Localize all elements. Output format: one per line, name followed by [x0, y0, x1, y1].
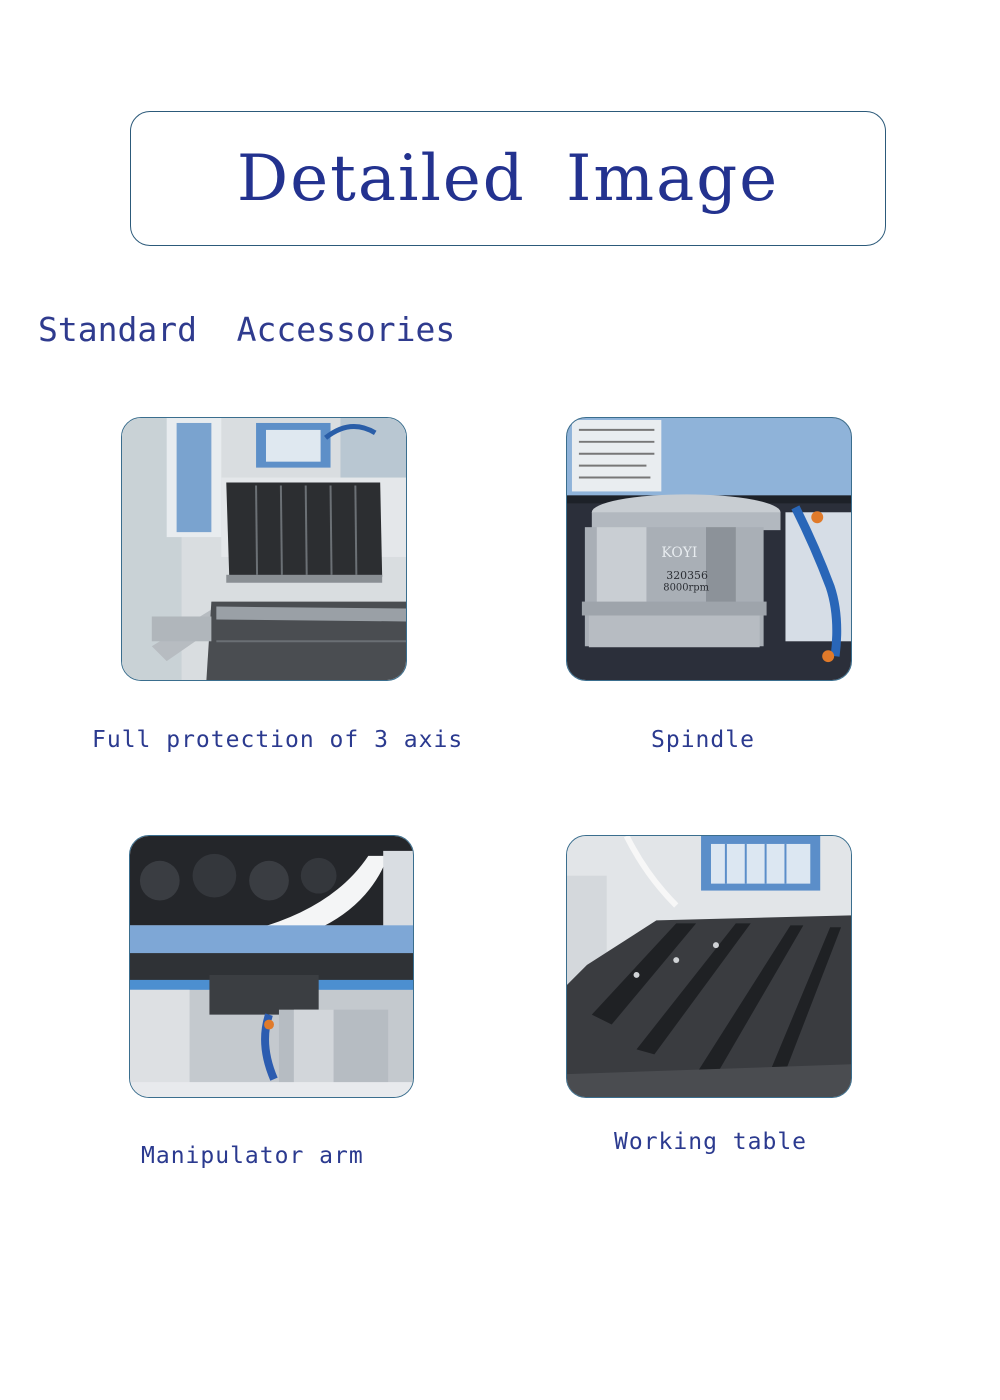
title-box — [130, 111, 886, 246]
machine-enclosure-photo — [121, 417, 407, 681]
caption-full-protection: Full protection of 3 axis — [92, 727, 464, 753]
manipulator-arm-photo — [129, 835, 414, 1098]
spindle-illustration — [567, 418, 851, 680]
manipulator-arm-illustration — [130, 836, 413, 1097]
caption-manipulator-arm: Manipulator arm — [141, 1143, 364, 1169]
page-title: Detailed Image — [236, 141, 780, 216]
spindle-serial-text: 320356 — [666, 568, 708, 582]
caption-working-table: Working table — [614, 1129, 808, 1155]
spindle-photo — [566, 417, 852, 681]
enclosure-illustration — [122, 418, 406, 680]
caption-spindle: Spindle — [651, 727, 755, 753]
working-table-photo — [566, 835, 852, 1098]
spindle-speed-text: 8000rpm — [663, 582, 710, 594]
spindle-brand-text: KOYI — [661, 544, 698, 561]
section-heading: Standard Accessories — [38, 310, 456, 349]
working-table-illustration — [567, 836, 851, 1097]
